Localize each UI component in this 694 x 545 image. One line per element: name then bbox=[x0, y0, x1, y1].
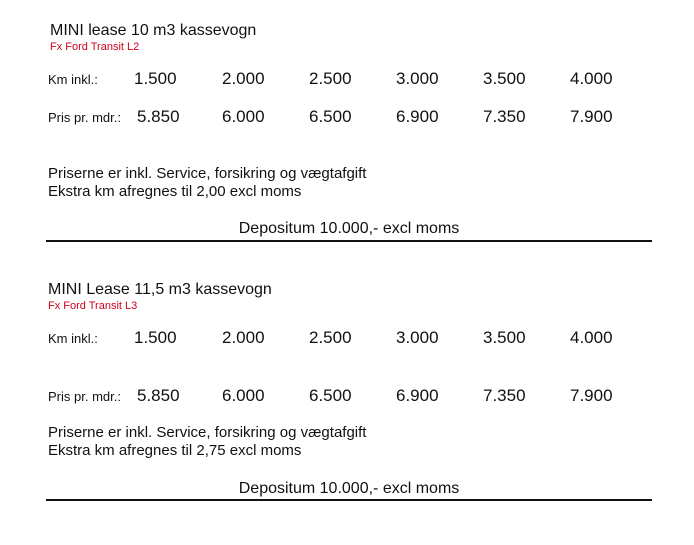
km-value: 1.500 bbox=[134, 328, 177, 347]
price-value: 6.000 bbox=[222, 107, 265, 126]
extra-km-note: Ekstra km afregnes til 2,00 excl moms bbox=[48, 183, 302, 200]
km-value: 2.500 bbox=[309, 69, 352, 88]
km-value: 4.000 bbox=[570, 328, 613, 347]
km-value: 3.500 bbox=[483, 328, 526, 347]
pricing-note: Priserne er inkl. Service, forsikring og vægtafgift bbox=[48, 424, 367, 441]
price-value: 7.900 bbox=[570, 107, 613, 126]
price-value: 6.900 bbox=[396, 386, 439, 405]
deposit-text: Depositum 10.000,- excl moms bbox=[238, 220, 460, 237]
price-row-label: Pris pr. mdr.: bbox=[48, 389, 121, 404]
price-value: 7.350 bbox=[483, 107, 526, 126]
price-row-label: Pris pr. mdr.: bbox=[48, 110, 121, 125]
km-value: 4.000 bbox=[570, 69, 613, 88]
km-value: 1.500 bbox=[134, 69, 177, 88]
km-value: 2.000 bbox=[222, 69, 265, 88]
price-value: 6.500 bbox=[309, 386, 352, 405]
km-value: 2.500 bbox=[309, 328, 352, 347]
km-row-label: Km inkl.: bbox=[48, 331, 98, 346]
price-value: 5.850 bbox=[137, 107, 180, 126]
pricing-note: Priserne er inkl. Service, forsikring og vægtafgift bbox=[48, 165, 367, 182]
km-value: 3.000 bbox=[396, 328, 439, 347]
price-value: 6.500 bbox=[309, 107, 352, 126]
price-value: 6.000 bbox=[222, 386, 265, 405]
section-subtitle: Fx Ford Transit L2 bbox=[50, 41, 140, 53]
extra-km-note: Ekstra km afregnes til 2,75 excl moms bbox=[48, 442, 302, 459]
price-value: 7.900 bbox=[570, 386, 613, 405]
price-value: 7.350 bbox=[483, 386, 526, 405]
price-value: 5.850 bbox=[137, 386, 180, 405]
section-divider bbox=[46, 240, 652, 242]
km-row-label: Km inkl.: bbox=[48, 72, 98, 87]
price-value: 6.900 bbox=[396, 107, 439, 126]
section-divider bbox=[46, 499, 652, 501]
section-subtitle: Fx Ford Transit L3 bbox=[48, 300, 138, 312]
km-value: 3.500 bbox=[483, 69, 526, 88]
deposit-text: Depositum 10.000,- excl moms bbox=[238, 480, 460, 497]
km-value: 2.000 bbox=[222, 328, 265, 347]
section-title: MINI Lease 11,5 m3 kassevogn bbox=[48, 281, 272, 298]
section-title: MINI lease 10 m3 kassevogn bbox=[50, 22, 257, 39]
km-value: 3.000 bbox=[396, 69, 439, 88]
